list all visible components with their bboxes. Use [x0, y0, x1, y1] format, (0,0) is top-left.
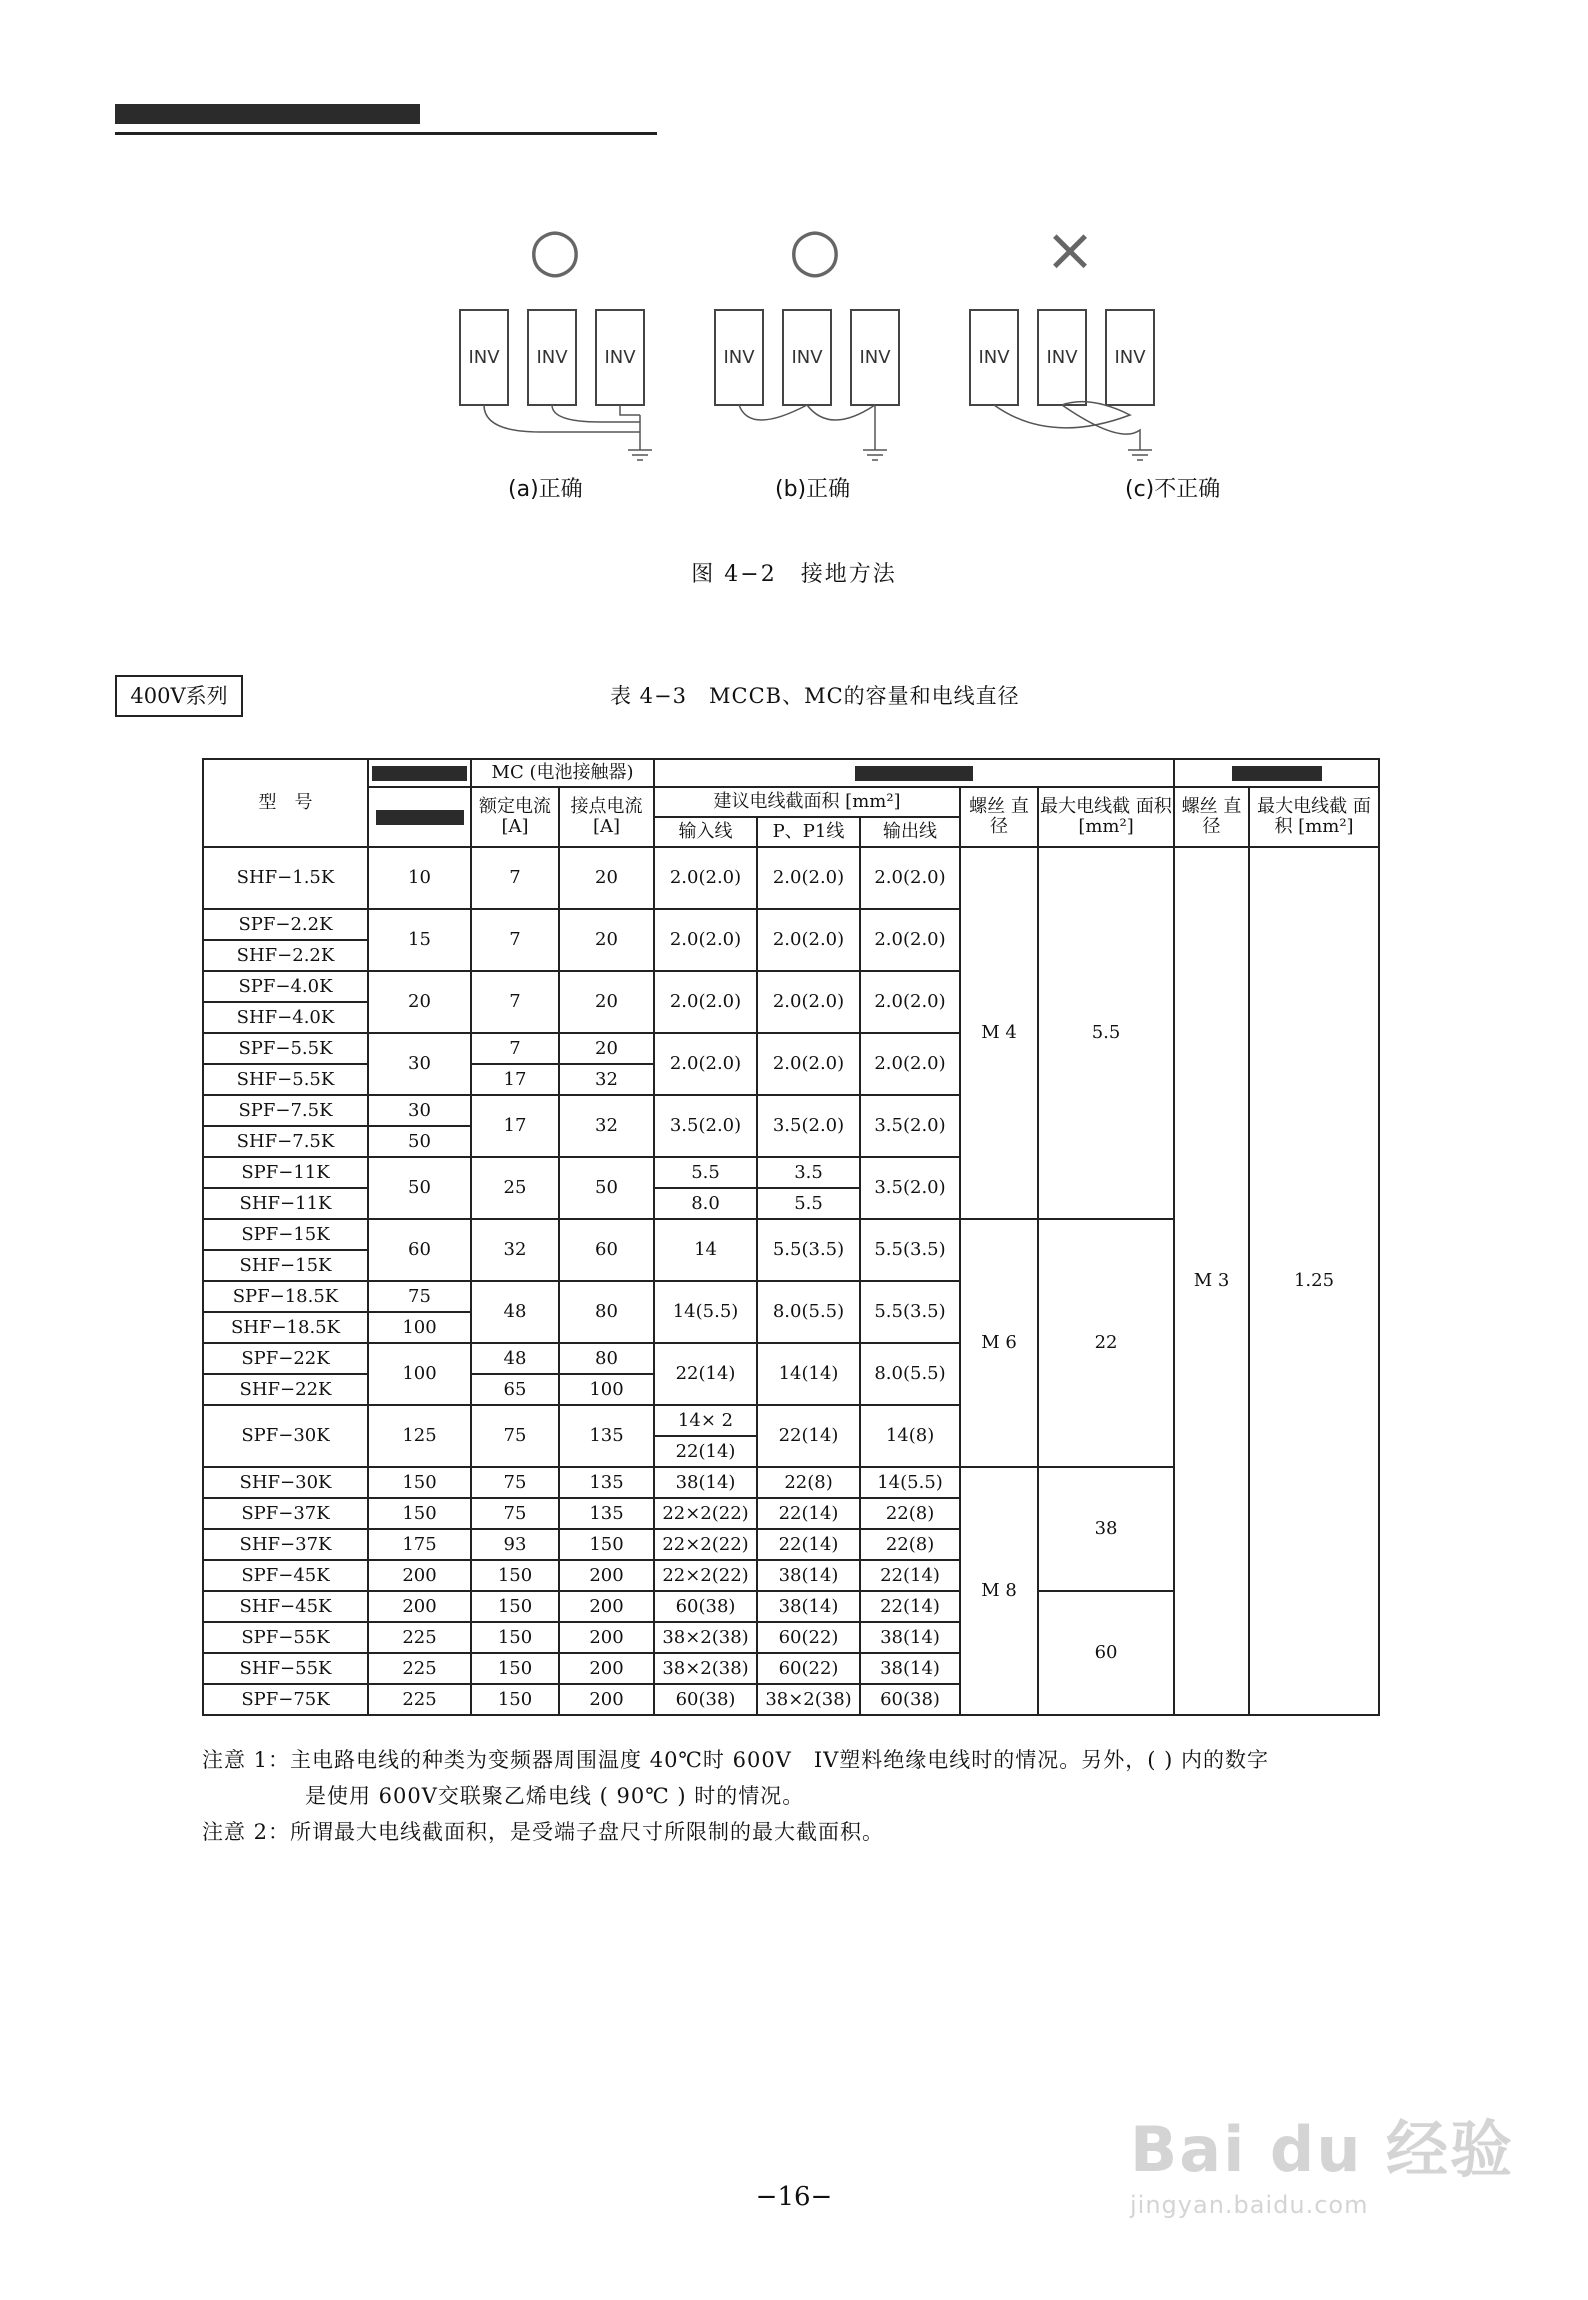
header-screw-diameter: 螺丝 直径: [960, 787, 1038, 847]
mccb-cell: 15: [368, 909, 471, 971]
output-line-cell: 22(8): [860, 1529, 960, 1560]
ground-symbol-a: [628, 450, 652, 460]
mccb-cell: 125: [368, 1405, 471, 1467]
mark-b: ○: [788, 215, 842, 285]
model-cell: SPF−15K: [203, 1219, 368, 1250]
contact-current-cell: 150: [559, 1529, 654, 1560]
mccb-cell: 50: [368, 1157, 471, 1219]
inv-label-b2: INV: [791, 347, 823, 368]
pp1-line-cell: 22(14): [757, 1405, 860, 1467]
input-line-cell: 38×2(38): [654, 1653, 757, 1684]
max-area-cell: 22: [1038, 1219, 1174, 1467]
mccb-cell: 200: [368, 1560, 471, 1591]
mark-a: ○: [528, 215, 582, 285]
contact-current-cell: 20: [559, 847, 654, 909]
mccb-cell: 100: [368, 1312, 471, 1343]
output-line-cell: 2.0(2.0): [860, 847, 960, 909]
watermark: [1130, 2100, 1514, 2219]
output-line-cell: 3.5(2.0): [860, 1157, 960, 1219]
header-max-area: 最大电线截 面积 [mm²]: [1038, 787, 1174, 847]
model-cell: SPF−7.5K: [203, 1095, 368, 1126]
pp1-line-cell: 22(8): [757, 1467, 860, 1498]
header-input-line: 输入线: [654, 817, 757, 847]
series-label: 400V系列: [115, 675, 243, 717]
model-cell: SHF−37K: [203, 1529, 368, 1560]
output-line-cell: 2.0(2.0): [860, 909, 960, 971]
output-line-cell: 22(14): [860, 1560, 960, 1591]
note-1-line-1: 注意 1：主电路电线的种类为变频器周围温度 40℃时 600V IV塑料绝缘电线时的情况。另外，( ) 内的数字: [202, 1748, 1270, 1772]
input-line-cell: 22×2(22): [654, 1498, 757, 1529]
rated-current-cell: 17: [471, 1095, 559, 1157]
rated-current-cell: 7: [471, 847, 559, 909]
capacity-table: [202, 758, 1380, 1716]
max-area-cell: 60: [1038, 1591, 1174, 1715]
header-output-line: 输出线: [860, 817, 960, 847]
header-rule: [115, 132, 657, 135]
pp1-line-cell: 38(14): [757, 1560, 860, 1591]
screw-diameter-cell: M 4: [960, 847, 1038, 1219]
model-cell: SPF−45K: [203, 1560, 368, 1591]
screw-diameter-cell: M 6: [960, 1219, 1038, 1467]
mccb-cell: 10: [368, 847, 471, 909]
rated-current-cell: 32: [471, 1219, 559, 1281]
ground-wires-b: [739, 405, 875, 450]
input-line-cell: 3.5(2.0): [654, 1095, 757, 1157]
rated-current-cell: 150: [471, 1591, 559, 1622]
contact-current-cell: 20: [559, 909, 654, 971]
input-line-cell: 2.0(2.0): [654, 971, 757, 1033]
model-cell: SHF−55K: [203, 1653, 368, 1684]
rated-current-cell: 7: [471, 1033, 559, 1064]
rated-current-cell: 150: [471, 1622, 559, 1653]
model-cell: SPF−4.0K: [203, 971, 368, 1002]
contact-current-cell: 32: [559, 1095, 654, 1157]
input-line-cell: 60(38): [654, 1684, 757, 1715]
input-line-cell: 22×2(22): [654, 1529, 757, 1560]
input-line-cell: 14: [654, 1219, 757, 1281]
contact-current-cell: 20: [559, 1033, 654, 1064]
output-line-cell: 3.5(2.0): [860, 1095, 960, 1157]
output-line-cell: 5.5(3.5): [860, 1219, 960, 1281]
mccb-cell: 60: [368, 1219, 471, 1281]
pp1-line-cell: 38(14): [757, 1591, 860, 1622]
header-redaction-bar: [115, 104, 420, 124]
pp1-line-cell: 3.5: [757, 1157, 860, 1188]
contact-current-cell: 200: [559, 1622, 654, 1653]
pp1-line-cell: 2.0(2.0): [757, 847, 860, 909]
header-mccb-redacted: [368, 759, 471, 787]
mccb-cell: 225: [368, 1622, 471, 1653]
inv-label-b1: INV: [723, 347, 755, 368]
contact-current-cell: 50: [559, 1157, 654, 1219]
model-cell: SHF−15K: [203, 1250, 368, 1281]
output-line-cell: 22(14): [860, 1591, 960, 1622]
contact-current-cell: 200: [559, 1591, 654, 1622]
input-line-cell: 22(14): [654, 1343, 757, 1405]
contact-current-cell: 100: [559, 1374, 654, 1405]
figure-caption: 图 4−2 接地方法: [691, 562, 897, 587]
rated-current-cell: 48: [471, 1343, 559, 1374]
model-cell: SPF−30K: [203, 1405, 368, 1467]
pp1-line-cell: 2.0(2.0): [757, 909, 860, 971]
model-cell: SHF−1.5K: [203, 847, 368, 909]
mccb-cell: 75: [368, 1281, 471, 1312]
rated-current-cell: 150: [471, 1560, 559, 1591]
input-line-cell: 38(14): [654, 1467, 757, 1498]
header-mccb-sub-redacted: [368, 787, 471, 847]
rated-current-cell: 25: [471, 1157, 559, 1219]
model-cell: SHF−22K: [203, 1374, 368, 1405]
contact-current-cell: 200: [559, 1653, 654, 1684]
model-cell: SHF−7.5K: [203, 1126, 368, 1157]
header-recommended-area: 建议电线截面积 [mm²]: [654, 787, 960, 817]
model-cell: SPF−11K: [203, 1157, 368, 1188]
contact-current-cell: 80: [559, 1343, 654, 1374]
rated-current-cell: 7: [471, 909, 559, 971]
mccb-cell: 30: [368, 1033, 471, 1095]
mccb-cell: 175: [368, 1529, 471, 1560]
mark-c: ×: [1044, 215, 1096, 285]
contact-current-cell: 200: [559, 1684, 654, 1715]
model-cell: SPF−22K: [203, 1343, 368, 1374]
max-area-cell: 38: [1038, 1467, 1174, 1591]
output-line-cell: 8.0(5.5): [860, 1343, 960, 1405]
header-wire-redacted: [654, 759, 1174, 787]
input-line-cell: 38×2(38): [654, 1622, 757, 1653]
rated-current-cell: 7: [471, 971, 559, 1033]
contact-current-cell: 20: [559, 971, 654, 1033]
watermark-url: jingyan.baidu.com: [1130, 2191, 1369, 2219]
contact-current-cell: 200: [559, 1560, 654, 1591]
mccb-cell: 225: [368, 1684, 471, 1715]
input-line-cell: 2.0(2.0): [654, 1033, 757, 1095]
input-line-cell: 22×2(22): [654, 1560, 757, 1591]
contact-current-cell: 80: [559, 1281, 654, 1343]
output-line-cell: 14(8): [860, 1405, 960, 1467]
mccb-cell: 30: [368, 1095, 471, 1126]
output-line-cell: 60(38): [860, 1684, 960, 1715]
output-line-cell: 14(5.5): [860, 1467, 960, 1498]
input-line-cell: 2.0(2.0): [654, 909, 757, 971]
model-cell: SHF−18.5K: [203, 1312, 368, 1343]
mccb-cell: 225: [368, 1653, 471, 1684]
pp1-line-cell: 38×2(38): [757, 1684, 860, 1715]
note-2: 注意 2：所谓最大电线截面积，是受端子盘尺寸所限制的最大截面积。: [202, 1820, 885, 1844]
header-model: 型 号: [203, 759, 368, 847]
pp1-line-cell: 22(14): [757, 1498, 860, 1529]
contact-current-cell: 135: [559, 1467, 654, 1498]
sublabel-a: (a)正确: [508, 477, 583, 502]
max-area-cell: 5.5: [1038, 847, 1174, 1219]
input-line-cell: 8.0: [654, 1188, 757, 1219]
output-line-cell: 2.0(2.0): [860, 971, 960, 1033]
pp1-line-cell: 5.5: [757, 1188, 860, 1219]
input-line-cell: 60(38): [654, 1591, 757, 1622]
model-cell: SPF−2.2K: [203, 909, 368, 940]
contact-current-cell: 32: [559, 1064, 654, 1095]
table-caption: 表 4−3 MCCB、MC的容量和电线直径: [610, 684, 1020, 708]
pp1-line-cell: 60(22): [757, 1622, 860, 1653]
mccb-cell: 50: [368, 1126, 471, 1157]
pp1-line-cell: 2.0(2.0): [757, 971, 860, 1033]
inv-label-a3: INV: [604, 347, 636, 368]
pp1-line-cell: 14(14): [757, 1343, 860, 1405]
input-line-cell: 5.5: [654, 1157, 757, 1188]
model-cell: SPF−75K: [203, 1684, 368, 1715]
rated-current-cell: 150: [471, 1684, 559, 1715]
pp1-line-cell: 5.5(3.5): [757, 1219, 860, 1281]
mccb-cell: 150: [368, 1467, 471, 1498]
pp1-line-cell: 8.0(5.5): [757, 1281, 860, 1343]
contact-current-cell: 135: [559, 1405, 654, 1467]
output-line-cell: 2.0(2.0): [860, 1033, 960, 1095]
inv-label-c3: INV: [1114, 347, 1146, 368]
input-line-cell: 14× 2: [654, 1405, 757, 1436]
input-line-cell: 2.0(2.0): [654, 847, 757, 909]
screw-diameter-ground-cell: M 3: [1174, 847, 1249, 1715]
header-max-area-ground: 最大电线截 面积 [mm²]: [1249, 787, 1379, 847]
input-line-cell: 22(14): [654, 1436, 757, 1467]
header-screw-diameter-ground: 螺丝 直径: [1174, 787, 1249, 847]
ground-symbol-b: [863, 450, 887, 460]
header-mc: MC (电池接触器): [471, 759, 654, 787]
model-cell: SHF−2.2K: [203, 940, 368, 971]
model-cell: SHF−11K: [203, 1188, 368, 1219]
output-line-cell: 38(14): [860, 1622, 960, 1653]
output-line-cell: 22(8): [860, 1498, 960, 1529]
rated-current-cell: 75: [471, 1498, 559, 1529]
input-line-cell: 14(5.5): [654, 1281, 757, 1343]
inv-label-b3: INV: [859, 347, 891, 368]
model-cell: SHF−5.5K: [203, 1064, 368, 1095]
pp1-line-cell: 60(22): [757, 1653, 860, 1684]
model-cell: SHF−30K: [203, 1467, 368, 1498]
sublabel-c: (c)不正确: [1125, 477, 1221, 502]
ground-wires-c: [994, 402, 1140, 450]
model-cell: SHF−4.0K: [203, 1002, 368, 1033]
rated-current-cell: 17: [471, 1064, 559, 1095]
header-contact-current: 接点电流 [A]: [559, 787, 654, 847]
mccb-cell: 200: [368, 1591, 471, 1622]
inv-label-c2: INV: [1046, 347, 1078, 368]
note-1-line-2: 是使用 600V交联聚乙烯电线 ( 90℃ ) 时的情况。: [305, 1784, 805, 1808]
ground-wires-a: [484, 405, 640, 450]
rated-current-cell: 48: [471, 1281, 559, 1343]
page-number: −16−: [755, 2182, 833, 2212]
output-line-cell: 5.5(3.5): [860, 1281, 960, 1343]
rated-current-cell: 75: [471, 1405, 559, 1467]
rated-current-cell: 93: [471, 1529, 559, 1560]
ground-symbol-c: [1128, 450, 1152, 460]
mccb-cell: 150: [368, 1498, 471, 1529]
screw-diameter-cell: M 8: [960, 1467, 1038, 1715]
header-rated-current: 额定电流 [A]: [471, 787, 559, 847]
watermark-brand: Bai du 经验: [1130, 2113, 1515, 2186]
inv-label-a2: INV: [536, 347, 568, 368]
rated-current-cell: 75: [471, 1467, 559, 1498]
pp1-line-cell: 3.5(2.0): [757, 1095, 860, 1157]
max-area-ground-cell: 1.25: [1249, 847, 1379, 1715]
rated-current-cell: 150: [471, 1653, 559, 1684]
header-ground-redacted: [1174, 759, 1379, 787]
pp1-line-cell: 22(14): [757, 1529, 860, 1560]
model-cell: SPF−5.5K: [203, 1033, 368, 1064]
pp1-line-cell: 2.0(2.0): [757, 1033, 860, 1095]
sublabel-b: (b)正确: [775, 477, 851, 502]
output-line-cell: 38(14): [860, 1653, 960, 1684]
contact-current-cell: 60: [559, 1219, 654, 1281]
model-cell: SPF−37K: [203, 1498, 368, 1529]
rated-current-cell: 65: [471, 1374, 559, 1405]
mccb-cell: 20: [368, 971, 471, 1033]
mccb-cell: 100: [368, 1343, 471, 1405]
inv-label-c1: INV: [978, 347, 1010, 368]
contact-current-cell: 135: [559, 1498, 654, 1529]
model-cell: SPF−18.5K: [203, 1281, 368, 1312]
model-cell: SHF−45K: [203, 1591, 368, 1622]
inv-label-a1: INV: [468, 347, 500, 368]
header-pp1-line: P、P1线: [757, 817, 860, 847]
model-cell: SPF−55K: [203, 1622, 368, 1653]
